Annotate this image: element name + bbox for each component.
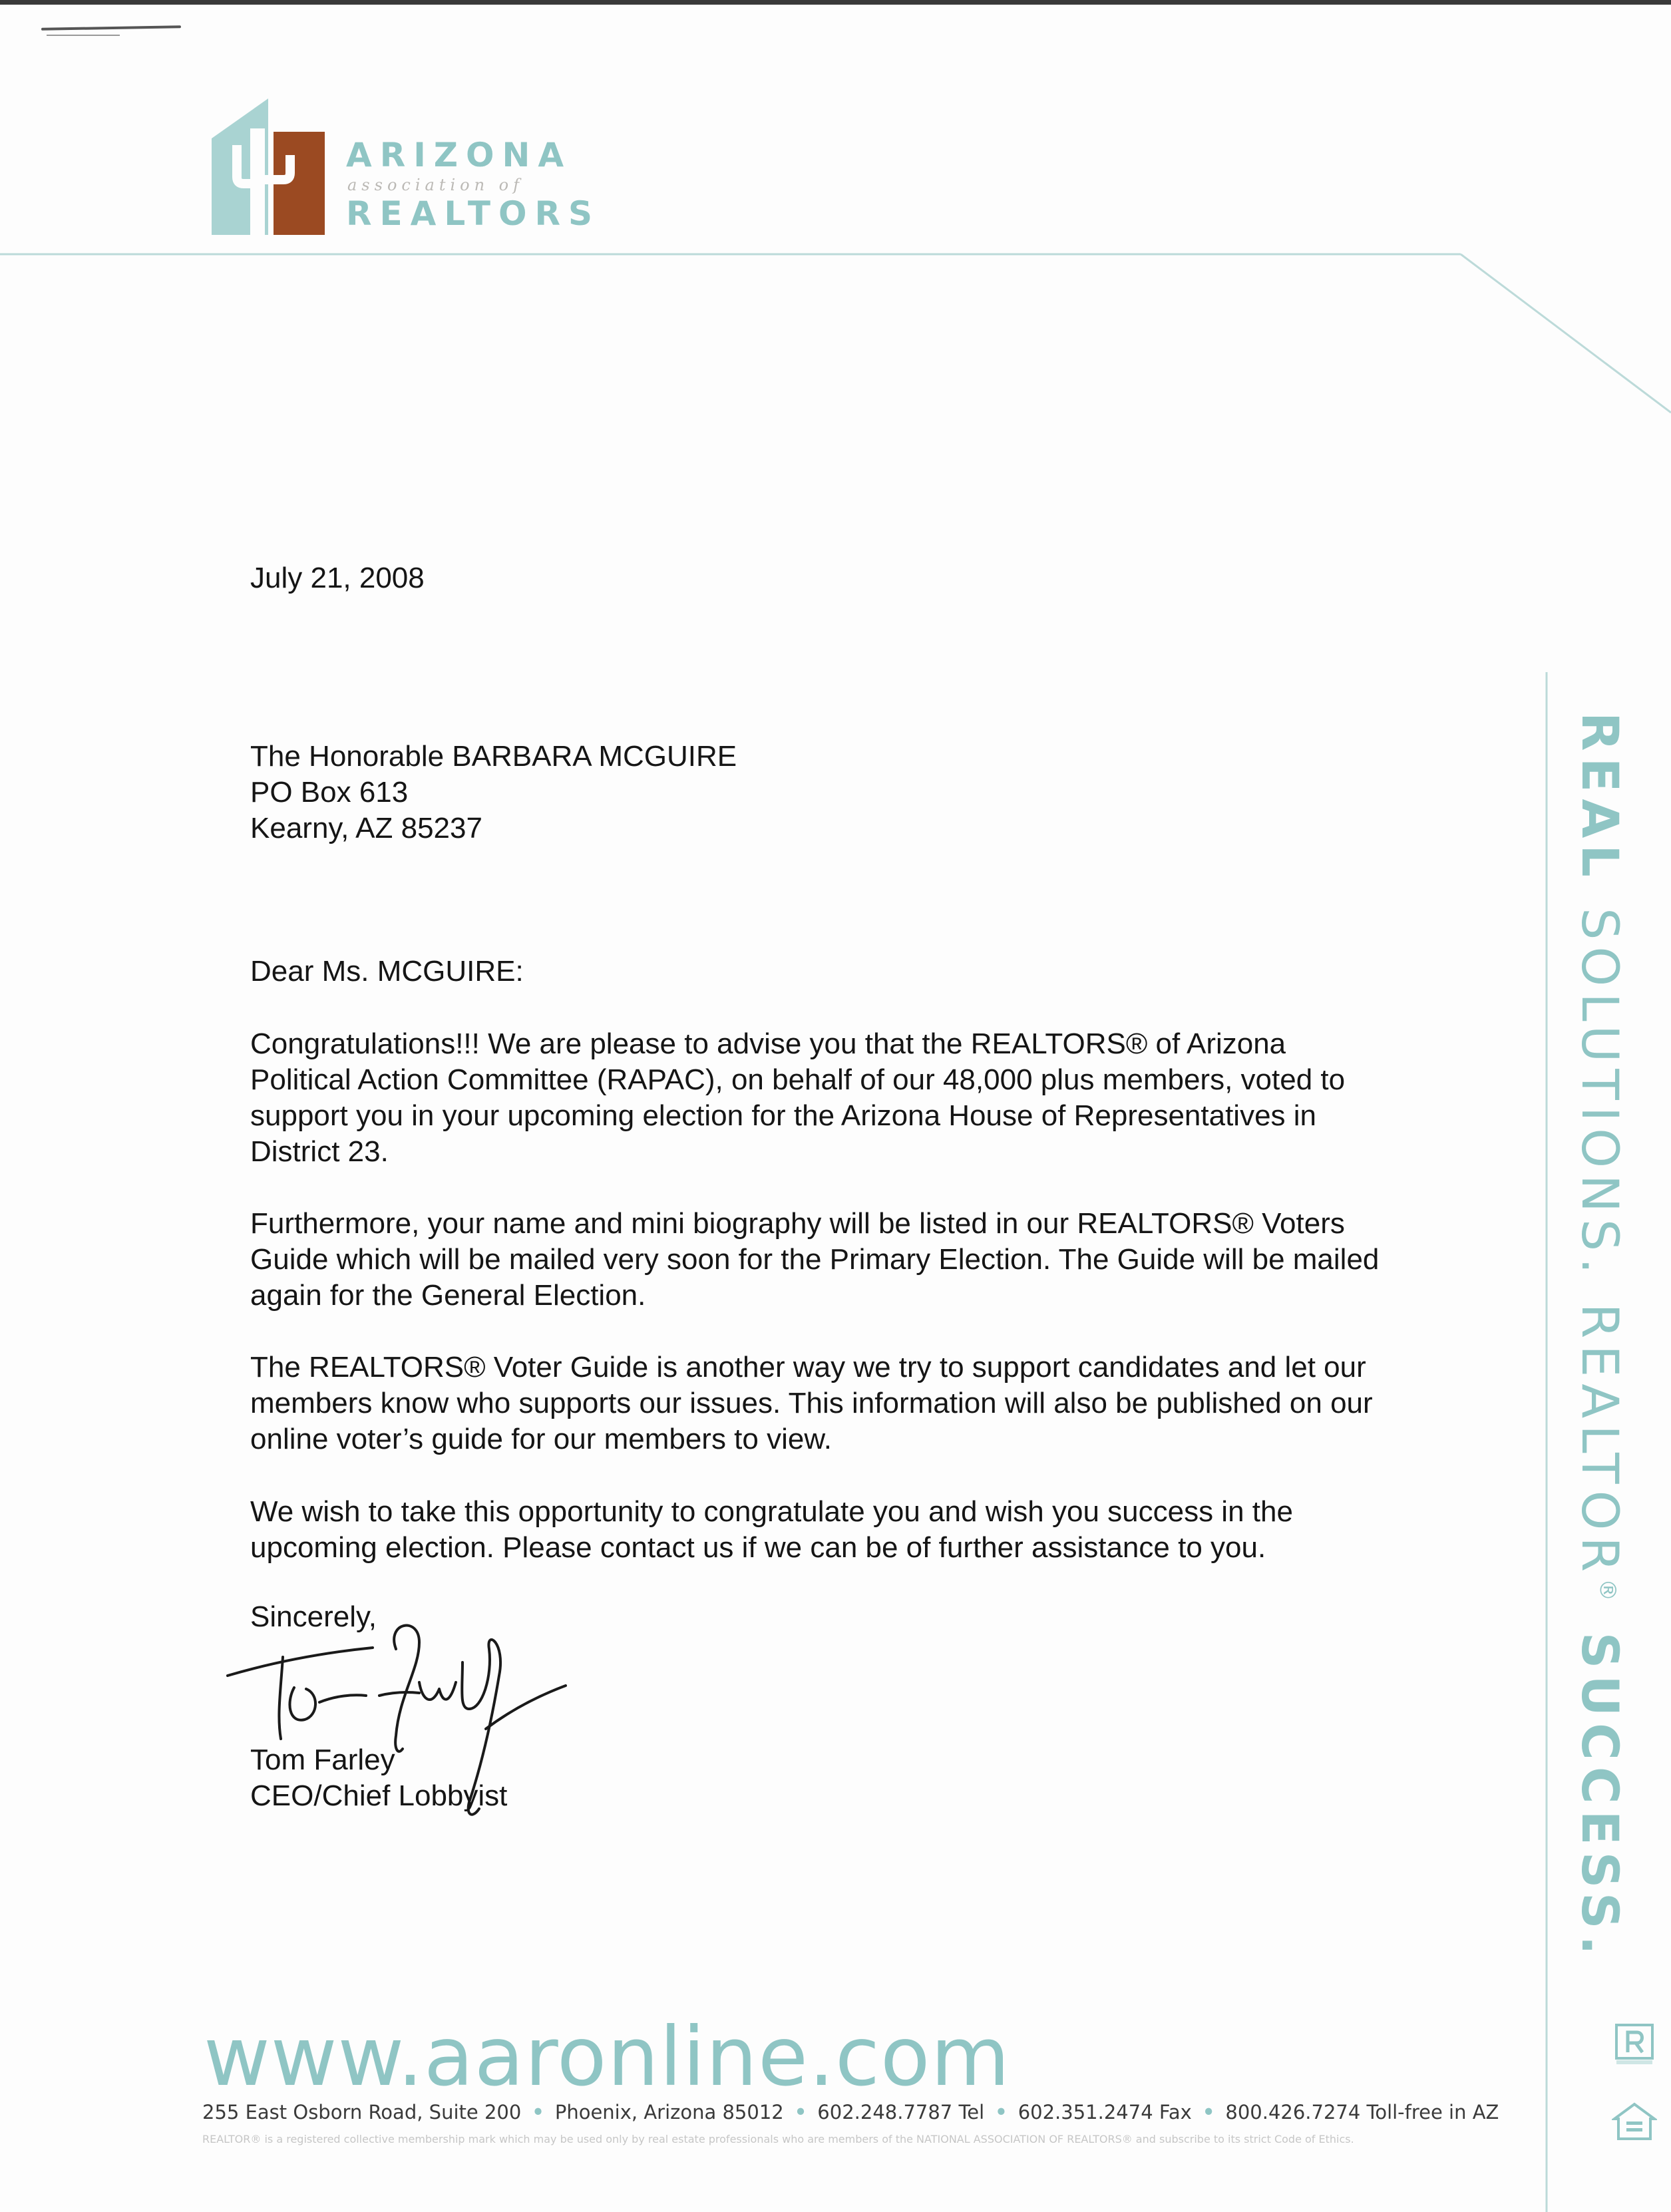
paragraph-line: District 23. xyxy=(250,1135,389,1168)
footer-tollfree: 800.426.7274 Toll-free in AZ xyxy=(1225,2101,1499,2123)
footer-street: 255 East Osborn Road, Suite 200 xyxy=(202,2101,522,2123)
recipient-address xyxy=(250,739,1475,846)
salutation: Dear Ms. MCGUIRE: xyxy=(250,955,524,988)
paragraph-line: Political Action Committee (RAPAC), on behalf of our 48,000 plus members, voted to xyxy=(250,1063,1346,1096)
letter-date: July 21, 2008 xyxy=(250,562,425,594)
paragraph-line: members know who supports our issues. This information will also be published on our xyxy=(250,1387,1373,1419)
recipient-po-box: PO Box 613 xyxy=(250,776,409,809)
paragraph-2 xyxy=(250,1206,1475,1314)
paragraph-line: upcoming election. Please contact us if we can be of further assistance to you. xyxy=(250,1531,1266,1564)
paragraph-line: again for the General Election. xyxy=(250,1279,646,1312)
paragraph-1 xyxy=(250,1026,1475,1170)
cactus-house-logo xyxy=(212,98,325,235)
footer-city: Phoenix, Arizona 85012 xyxy=(554,2101,784,2123)
footer-disclaimer: REALTOR® is a registered collective membership mark which may be used only by real estate professionals who are members of the NATIONAL ASSOCIATION OF REALTORS® and subscribe to its strict Code of Ethics. xyxy=(202,2133,1354,2145)
signer-title: CEO/Chief Lobbyist xyxy=(250,1779,508,1812)
paragraph-line: Congratulations!!! We are please to advise you that the REALTORS® of Arizona xyxy=(250,1027,1286,1060)
paragraph-line: Furthermore, your name and mini biography will be listed in our REALTORS® Voters xyxy=(250,1207,1345,1240)
logo-association-of: association of xyxy=(347,176,524,194)
org-logo-text xyxy=(346,136,601,233)
paragraph-3 xyxy=(250,1350,1475,1457)
realtor-r-icon xyxy=(1614,2023,1654,2066)
paragraph-line: online voter’s guide for our members to view. xyxy=(250,1423,832,1455)
footer-tel: 602.248.7787 Tel xyxy=(817,2101,985,2123)
logo-arizona: ARIZONA xyxy=(346,136,572,174)
signer-name: Tom Farley xyxy=(250,1744,395,1776)
tagline-registered-mark: ® xyxy=(1594,1578,1621,1608)
closing: Sincerely, xyxy=(250,1600,377,1633)
recipient-name: The Honorable BARBARA MCGUIRE xyxy=(250,740,737,773)
footer-fax: 602.351.2474 Fax xyxy=(1018,2101,1192,2123)
equal-housing-icon xyxy=(1612,2102,1657,2143)
paragraph-4 xyxy=(250,1494,1475,1566)
footer-contact-line: 255 East Osborn Road, Suite 200 • Phoenix, Arizona 85012 • 602.248.7787 Tel • 602.351.2474 Fax • 800.426.7274 Toll-free in AZ xyxy=(202,2101,1499,2123)
tagline-real: REAL xyxy=(1571,712,1630,908)
tagline-solutions-realtor: SOLUTIONS. REALTOR xyxy=(1571,908,1630,1579)
vertical-tagline xyxy=(1571,712,1630,1962)
paragraph-line: The REALTORS® Voter Guide is another way we try to support candidates and let our xyxy=(250,1351,1366,1383)
website-url[interactable]: www.aaronline.com xyxy=(204,2010,1011,2104)
signer-block xyxy=(250,1742,1475,1814)
paragraph-line: support you in your upcoming election for the Arizona House of Representatives in xyxy=(250,1099,1317,1132)
header-diagonal xyxy=(1461,254,1671,413)
logo-realtors: REALTORS xyxy=(346,194,601,233)
tagline-success: SUCCESS. xyxy=(1571,1608,1630,1962)
paragraph-line: Guide which will be mailed very soon for the Primary Election. The Guide will be mailed xyxy=(250,1243,1380,1276)
recipient-city: Kearny, AZ 85237 xyxy=(250,812,482,844)
paragraph-line: We wish to take this opportunity to congratulate you and wish you success in the xyxy=(250,1495,1293,1528)
